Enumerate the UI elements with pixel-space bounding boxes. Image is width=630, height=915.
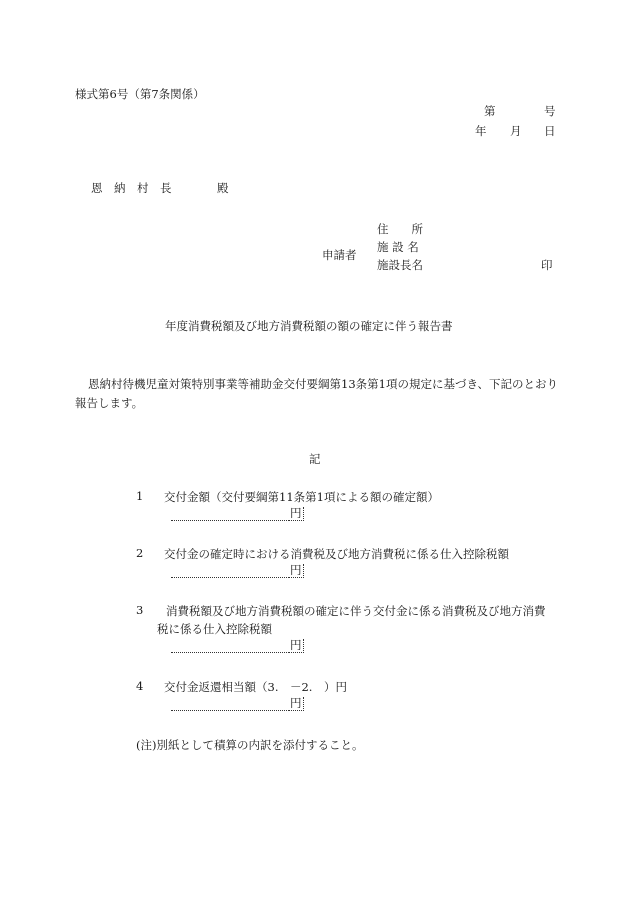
item-1-amount-line <box>171 520 289 521</box>
item-4-amount-line <box>171 710 289 711</box>
item-3-amount-line <box>171 652 289 653</box>
addressee-honorific: 殿 <box>217 181 229 195</box>
applicant-facility-label: 施 設 名 <box>377 240 419 254</box>
ki-heading: 記 <box>309 452 321 466</box>
item-4-yen: 円 <box>290 696 302 710</box>
item-2-text: 交付金の確定時における消費税及び地方消費税に係る仕入控除税額 <box>164 547 509 561</box>
form-number: 様式第6号（第7条関係） <box>75 87 205 101</box>
item-3-text: 消費税額及び地方消費税額の確定に伴う交付金に係る消費税及び地方消費 <box>166 604 546 618</box>
number-label: 第 <box>484 104 496 118</box>
item-4-number: 4 <box>136 679 144 693</box>
date-day: 日 <box>544 124 556 138</box>
item-4-text: 交付金返還相当額（3. －2. ）円 <box>164 680 347 694</box>
item-1-text: 交付金額（交付要綱第11条第1項による額の確定額） <box>164 490 439 504</box>
applicant-director-label: 施設長名 <box>377 258 423 272</box>
item-2-yen: 円 <box>290 563 302 577</box>
number-suffix: 号 <box>544 104 556 118</box>
item-3-yen: 円 <box>290 638 302 652</box>
item-3-number: 3 <box>136 603 144 617</box>
addressee-name: 恩 納 村 長 <box>91 181 172 195</box>
item-2-amount-line <box>171 577 289 578</box>
item-3-text-continued: 税に係る仕入控除税額 <box>157 622 272 636</box>
item-1-number: 1 <box>136 489 144 503</box>
date-month: 月 <box>510 124 522 138</box>
seal-mark: 印 <box>541 258 553 272</box>
body-paragraph: 恩納村待機児童対策特別事業等補助金交付要綱第13条第1項の規定に基づき、下記のとおり報告します。 <box>75 377 558 410</box>
applicant-address-label: 住 所 <box>377 222 423 236</box>
attachment-note: (注)別紙として積算の内訳を添付すること。 <box>136 738 364 752</box>
item-2-number: 2 <box>136 546 144 560</box>
date-year: 年 <box>475 124 487 138</box>
document-title: 年度消費税額及び地方消費税額の額の確定に伴う報告書 <box>165 319 453 333</box>
item-1-yen: 円 <box>290 506 302 520</box>
applicant-label: 申請者 <box>322 248 357 262</box>
